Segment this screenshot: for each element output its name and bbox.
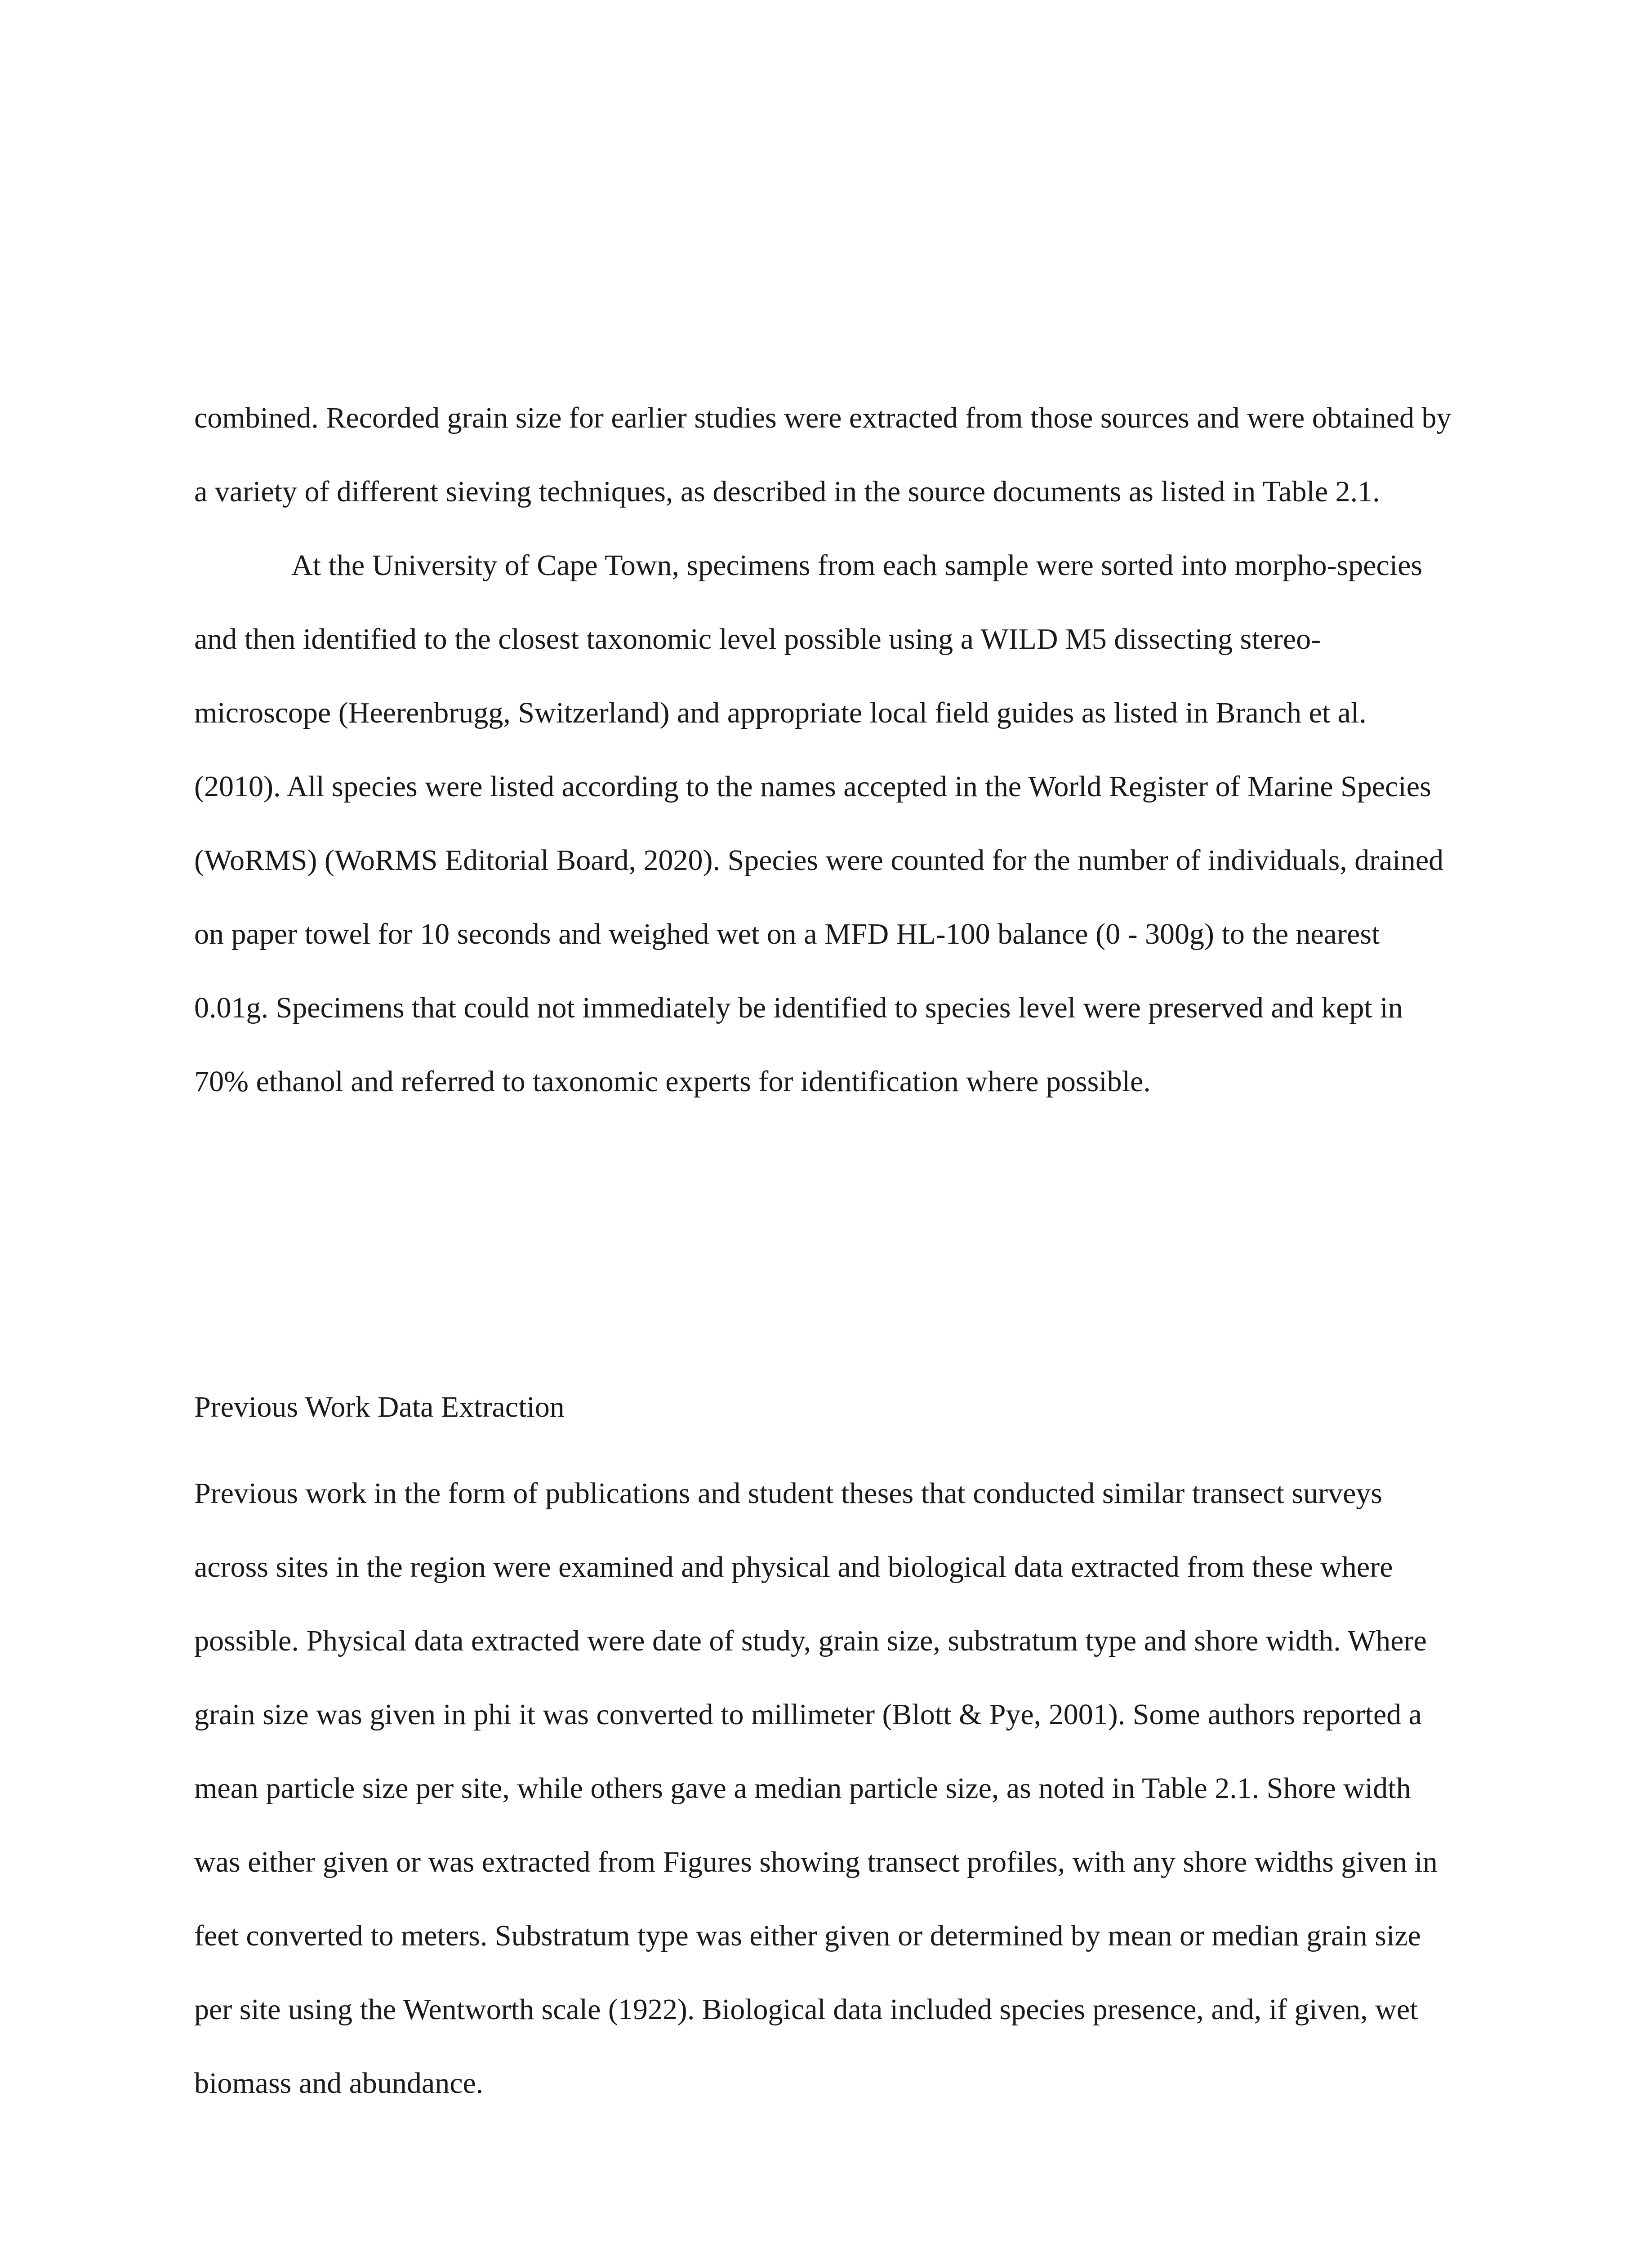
- paragraph-grain-size: combined. Recorded grain size for earlier studies were extracted from those sources and were obtained by a variety of different sieving techniques, as described in the source documents as listed in Table 2.1.: [194, 401, 1452, 508]
- body-text-bottom: [194, 1457, 1453, 2120]
- body-text-top: [194, 381, 1453, 1119]
- section-heading: Previous Work Data Extraction: [194, 1391, 565, 1423]
- paragraph-previous-work: Previous work in the form of publications and student theses that conducted similar transect surveys across sites in the region were examined and physical and biological data extracted from these where possible. Physical data extracted were date of study, grain size, substratum type and shore width. Where grain size was given in phi it was converted to millimeter (Blott & Pye, 2001). Some authors reported a mean particle size per site, while others gave a median particle size, as noted in Table 2.1. Shore width was either given or was extracted from Figures showing transect profiles, with any shore widths given in feet converted to meters. Substratum type was either given or determined by mean or median grain size per site using the Wentworth scale (1922). Biological data included species presence, and, if given, wet biomass and abundance.: [194, 1477, 1438, 2100]
- paragraph-specimen-identification: At the University of Cape Town, specimens from each sample were sorted into morpho-species and then identified to the closest taxonomic level possible using a WILD M5 dissecting stereo-microscope (Heerenbrugg, Switzerland) and appropriate local field guides as listed in Branch et al. (2010). All species were listed according to the names accepted in the World Register of Marine Species (WoRMS) (WoRMS Editorial Board, 2020). Species were counted for the number of individuals, drained on paper towel for 10 seconds and weighed wet on a MFD HL-100 balance (0 - 300g) to the nearest 0.01g. Specimens that could not immediately be identified to species level were preserved and kept in 70% ethanol and referred to taxonomic experts for identification where possible.: [194, 549, 1444, 1098]
